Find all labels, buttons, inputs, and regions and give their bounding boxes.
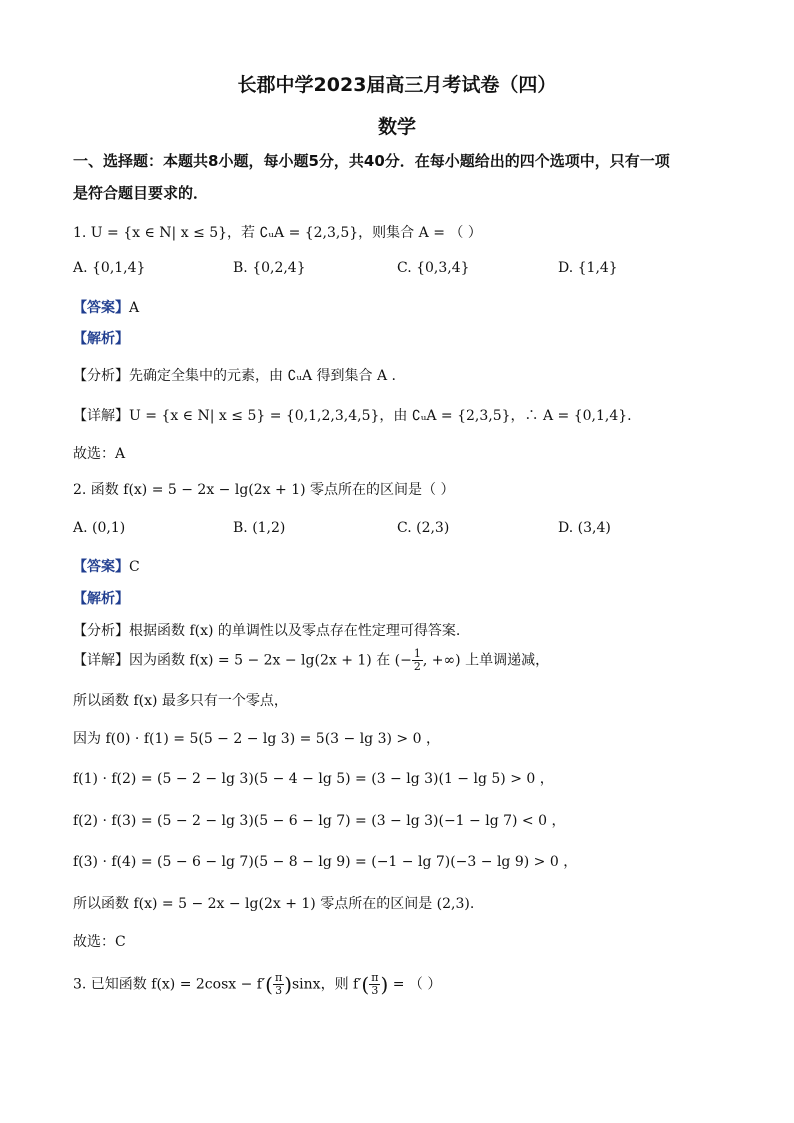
q2-choice: 故选：C <box>73 934 126 950</box>
section-heading-line2: 是符合题目要求的． <box>73 184 209 202</box>
q1-analysis-heading <box>73 328 129 348</box>
q2-option-b: B. (1,2) <box>233 520 286 536</box>
q1-choice: 故选：A <box>73 446 126 462</box>
q2-answer-line <box>73 556 140 576</box>
q3-stem-mid: sinx，则 f′ <box>292 976 362 993</box>
q2-line-e: f(3) · f(4) = (5 − 6 − lg 7)(5 − 8 − lg 9) = (−1 − lg 7)(−3 − lg 9) > 0 ， <box>73 854 578 870</box>
q2-line-f: 所以函数 f(x) = 5 − 2x − lg(2x + 1) 零点所在的区间是 (2,3). <box>73 896 475 912</box>
fraction-denominator: 3 <box>275 984 283 997</box>
xiangjie-tag: 【详解】 <box>73 408 129 424</box>
fraction-numerator: π <box>274 971 283 984</box>
fraction-denominator: 2 <box>413 660 421 673</box>
q1-option-a: A. {0,1,4} <box>73 260 146 276</box>
q2-line-a: 所以函数 f(x) 最多只有一个零点， <box>73 693 288 709</box>
paren-open: ( <box>265 972 273 997</box>
q2-option-c: C. (2,3) <box>397 520 450 536</box>
paren-open: ( <box>361 972 370 997</box>
q2-line-c: f(1) · f(2) = (5 − 2 − lg 3)(5 − 4 − lg 5) = (3 − lg 3)(1 − lg 5) > 0 ， <box>73 771 554 787</box>
q1-stem: 1. U = {x ∈ N| x ≤ 5}，若 ∁ᵤA = {2,3,5}，则集合 A = （ ） <box>73 225 482 241</box>
q3-stem-post: = （ ） <box>388 976 442 993</box>
q3-stem-pre: 3. 已知函数 f(x) = 2cosx − f′ <box>73 976 266 993</box>
q2-answer: C <box>129 559 140 575</box>
answer-tag: 【答案】 <box>73 559 129 575</box>
q1-option-b: B. {0,2,4} <box>233 260 306 276</box>
paren-close: ) <box>284 972 292 997</box>
q2-fenxi-line <box>73 620 460 640</box>
q1-answer-line <box>73 297 139 317</box>
xiangjie-tag: 【详解】 <box>73 652 129 669</box>
answer-tag: 【答案】 <box>73 300 129 316</box>
fraction-denominator: 3 <box>371 984 379 997</box>
q1-fenxi-text: 先确定全集中的元素，由 ∁ᵤA 得到集合 A . <box>129 368 396 384</box>
paren-close: ) <box>380 972 389 997</box>
q2-line-b: 因为 f(0) · f(1) = 5(5 − 2 − lg 3) = 5(3 − lg 3) > 0 ， <box>73 731 440 747</box>
fraction-pi-over-3 <box>369 972 380 997</box>
q2-xiangjie-post: , +∞) 上单调递减， <box>422 652 550 669</box>
q2-option-a: A. (0,1) <box>73 520 126 536</box>
q2-xiangjie-line <box>73 648 549 673</box>
analysis-tag: 【解析】 <box>73 331 129 347</box>
q1-xiangjie-text: U = {x ∈ N| x ≤ 5} = {0,1,2,3,4,5}，由 ∁ᵤA = {2,3,5}，∴ A = {0,1,4}. <box>129 408 632 424</box>
q2-option-d: D. (3,4) <box>558 520 611 536</box>
q2-fenxi-text: 根据函数 f(x) 的单调性以及零点存在性定理可得答案. <box>129 623 461 639</box>
q1-fenxi-line <box>73 365 396 385</box>
q2-xiangjie-pre: 因为函数 f(x) = 5 − 2x − lg(2x + 1) 在 (− <box>129 652 412 669</box>
q2-analysis-heading <box>73 588 129 608</box>
q1-xiangjie-line <box>73 405 632 425</box>
q2-stem: 2. 函数 f(x) = 5 − 2x − lg(2x + 1) 零点所在的区间是（ ） <box>73 482 455 498</box>
fraction-numerator: 1 <box>413 647 421 660</box>
fraction-one-half <box>412 648 423 673</box>
q1-answer: A <box>129 300 140 316</box>
fenxi-tag: 【分析】 <box>73 623 129 639</box>
subject-title: 数学 <box>377 116 416 138</box>
section-heading-line1: 一、选择题：本题共8小题，每小题5分，共40分．在每小题给出的四个选项中，只有一项 <box>73 152 670 170</box>
fenxi-tag: 【分析】 <box>73 368 129 384</box>
exam-title: 长郡中学2023届高三月考试卷（四） <box>237 74 557 96</box>
fraction-numerator: π <box>371 971 379 984</box>
q1-option-d: D. {1,4} <box>558 260 618 276</box>
fraction-pi-over-3 <box>273 972 284 997</box>
q1-option-c: C. {0,3,4} <box>397 260 470 276</box>
q3-stem <box>73 972 441 997</box>
analysis-tag: 【解析】 <box>73 591 129 607</box>
q2-line-d: f(2) · f(3) = (5 − 2 − lg 3)(5 − 6 − lg 7) = (3 − lg 3)(−1 − lg 7) < 0 ， <box>73 813 566 829</box>
